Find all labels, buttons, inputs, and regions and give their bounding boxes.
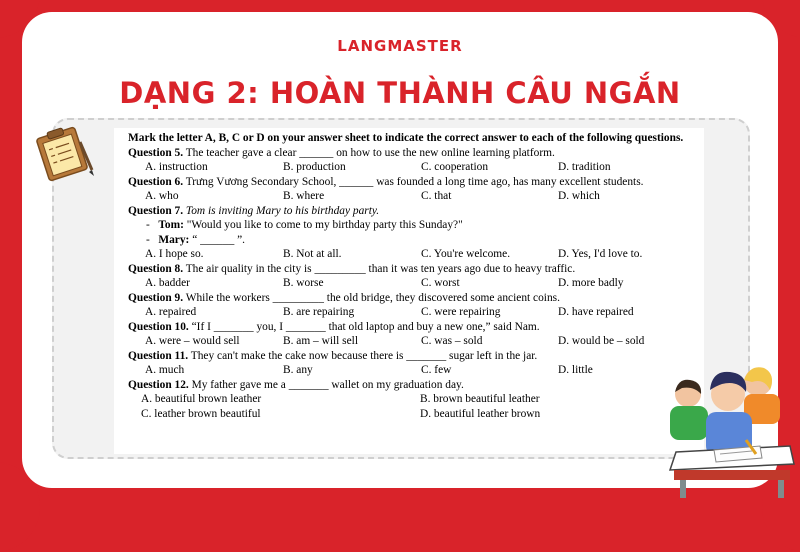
page-title: DẠNG 2: HOÀN THÀNH CÂU NGẮN bbox=[119, 76, 681, 110]
dialogue-line-tom bbox=[128, 218, 698, 233]
speaker-name: Tom: bbox=[158, 219, 184, 231]
question-text: While the workers _________ the old bridge, they discovered some ancient coins. bbox=[183, 291, 560, 304]
option-a[interactable]: A. instruction bbox=[145, 161, 208, 173]
option-c[interactable]: C. few bbox=[421, 364, 452, 376]
question-10 bbox=[128, 320, 698, 335]
option-a[interactable]: A. were – would sell bbox=[145, 335, 240, 347]
option-d[interactable]: D. tradition bbox=[558, 161, 611, 173]
question-7 bbox=[128, 204, 698, 219]
answer-options bbox=[128, 363, 698, 378]
option-b[interactable]: B. worse bbox=[283, 277, 324, 289]
option-b[interactable]: B. any bbox=[283, 364, 313, 376]
option-c[interactable]: C. You're welcome. bbox=[421, 248, 511, 260]
option-a[interactable]: A. badder bbox=[145, 277, 190, 289]
question-12 bbox=[128, 378, 698, 393]
option-b[interactable]: B. where bbox=[283, 190, 325, 202]
answer-options bbox=[128, 189, 698, 204]
option-d[interactable]: D. beautiful leather brown bbox=[420, 407, 541, 420]
option-d[interactable]: D. which bbox=[558, 190, 600, 202]
answer-options bbox=[128, 392, 698, 407]
question-text: My father gave me a _______ wallet on my graduation day. bbox=[188, 378, 464, 391]
dialogue-marker: - bbox=[146, 219, 150, 231]
question-label: Question 5. bbox=[128, 146, 184, 159]
question-11 bbox=[128, 349, 698, 364]
question-label: Question 7. bbox=[128, 204, 184, 217]
dialogue-marker: - bbox=[146, 233, 150, 246]
option-b[interactable]: B. production bbox=[283, 161, 346, 173]
answer-options bbox=[128, 407, 698, 422]
option-d[interactable]: D. little bbox=[558, 364, 593, 376]
question-label: Question 6. bbox=[128, 175, 184, 188]
question-label: Question 11. bbox=[128, 349, 189, 362]
option-a[interactable]: A. I hope so. bbox=[145, 248, 204, 260]
question-text: Trưng Vương Secondary School, ______ was founded a long time ago, has many excellent students. bbox=[183, 175, 644, 188]
instruction-text: Mark the letter A, B, C or D on your answer sheet to indicate the correct answer to each of the following questions. bbox=[128, 132, 684, 144]
worksheet-content bbox=[128, 131, 698, 421]
option-c[interactable]: C. cooperation bbox=[421, 161, 489, 173]
option-c[interactable]: C. that bbox=[421, 190, 452, 202]
dialogue-line-mary bbox=[128, 233, 698, 248]
question-5 bbox=[128, 146, 698, 161]
option-c[interactable]: C. were repairing bbox=[421, 306, 501, 318]
speaker-name: Mary: bbox=[158, 233, 190, 246]
question-label: Question 8. bbox=[128, 262, 184, 275]
answer-options bbox=[128, 160, 698, 175]
option-b[interactable]: B. brown beautiful leather bbox=[420, 393, 540, 405]
question-text: The teacher gave a clear ______ on how to use the new online learning platform. bbox=[183, 146, 555, 159]
question-label: Question 12. bbox=[128, 378, 189, 391]
option-d[interactable]: D. more badly bbox=[558, 277, 624, 289]
option-d[interactable]: D. Yes, I'd love to. bbox=[558, 248, 643, 260]
answer-options bbox=[128, 276, 698, 291]
brand-logo: LANGMASTER bbox=[337, 37, 463, 55]
option-c[interactable]: C. leather brown beautiful bbox=[141, 407, 261, 420]
question-text: The air quality in the city is _________ than it was ten years ago due to heavy traffic. bbox=[183, 262, 576, 275]
question-text: Tom is inviting Mary to his birthday party. bbox=[183, 204, 380, 217]
option-a[interactable]: A. beautiful brown leather bbox=[141, 393, 262, 405]
question-label: Question 9. bbox=[128, 291, 184, 304]
question-text: “If I _______ you, I _______ that old laptop and buy a new one,” said Nam. bbox=[188, 320, 540, 333]
students-writing-illustration bbox=[660, 360, 798, 498]
option-b[interactable]: B. Not at all. bbox=[283, 248, 342, 260]
option-b[interactable]: B. are repairing bbox=[283, 306, 355, 318]
dialogue-text: “ ______ ”. bbox=[189, 233, 246, 246]
option-c[interactable]: C. worst bbox=[421, 277, 460, 289]
option-d[interactable]: D. have repaired bbox=[558, 306, 634, 318]
option-a[interactable]: A. who bbox=[145, 190, 179, 202]
dialogue-text: "Would you like to come to my birthday party this Sunday?" bbox=[183, 219, 463, 231]
answer-options bbox=[128, 334, 698, 349]
option-b[interactable]: B. am – will sell bbox=[283, 335, 358, 347]
question-6 bbox=[128, 175, 698, 190]
option-a[interactable]: A. repaired bbox=[145, 306, 197, 318]
question-8 bbox=[128, 262, 698, 277]
question-text: They can't make the cake now because there is _______ sugar left in the jar. bbox=[188, 349, 538, 362]
question-label: Question 10. bbox=[128, 320, 189, 333]
option-c[interactable]: C. was – sold bbox=[421, 335, 483, 347]
answer-options bbox=[128, 305, 698, 320]
option-a[interactable]: A. much bbox=[145, 364, 185, 376]
question-9 bbox=[128, 291, 698, 306]
answer-options bbox=[128, 247, 698, 262]
option-d[interactable]: D. would be – sold bbox=[558, 335, 645, 347]
clipboard-checklist-icon bbox=[34, 126, 96, 184]
